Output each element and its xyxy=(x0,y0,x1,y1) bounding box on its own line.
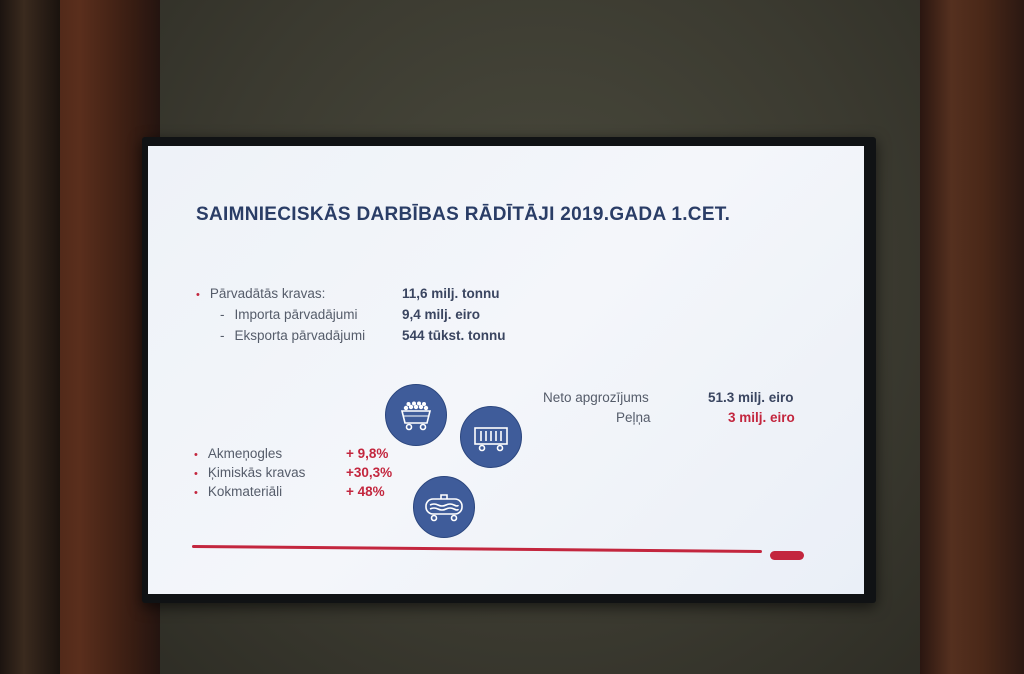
footer-red-pill xyxy=(770,551,804,560)
cargo-value: 11,6 milj. tonnu xyxy=(402,286,500,301)
curtain xyxy=(0,0,60,674)
bullet-icon: • xyxy=(194,487,198,499)
profit-label: Peļņa xyxy=(616,410,651,425)
coal-value: + 9,8% xyxy=(346,446,389,461)
coal-label: Akmeņogles xyxy=(207,446,283,461)
turnover-value: 51.3 milj. eiro xyxy=(708,390,794,405)
chemical-value: +30,3% xyxy=(346,465,393,480)
timber-row xyxy=(194,484,282,499)
export-label: Eksporta pārvadājumi xyxy=(234,328,366,343)
tank-wagon-icon xyxy=(413,476,475,538)
turnover-label: Neto apgrozījums xyxy=(543,390,649,405)
bullet-icon: • xyxy=(194,449,198,461)
export-row: - Eksporta pārvadājumi xyxy=(220,328,366,343)
footer-red-line xyxy=(192,545,762,553)
chemical-row xyxy=(194,465,305,480)
bullet-icon: • xyxy=(194,468,198,480)
right-wooden-frame xyxy=(920,0,1024,674)
import-row: - Importa pārvadājumi xyxy=(220,307,358,322)
cargo-label-row xyxy=(196,286,325,301)
profit-value: 3 milj. eiro xyxy=(728,410,795,425)
import-value: 9,4 milj. eiro xyxy=(402,307,481,322)
coal-row xyxy=(194,446,282,461)
timber-label: Kokmateriāli xyxy=(207,484,283,499)
timber-value: + 48% xyxy=(346,484,385,499)
cargo-label: Pārvadātās kravas: xyxy=(209,286,326,301)
export-value: 544 tūkst. tonnu xyxy=(402,328,506,343)
coal-wagon-icon xyxy=(385,384,447,446)
bullet-icon: • xyxy=(196,289,200,301)
boxcar-icon xyxy=(460,406,522,468)
import-label: Importa pārvadājumi xyxy=(234,307,358,322)
chemical-label: Ķimiskās kravas xyxy=(207,465,306,480)
slide-title: SAIMNIECISKĀS DARBĪBAS RĀDĪTĀJI 2019.GADA 1.CET. xyxy=(196,204,731,225)
presentation-slide xyxy=(148,146,864,594)
